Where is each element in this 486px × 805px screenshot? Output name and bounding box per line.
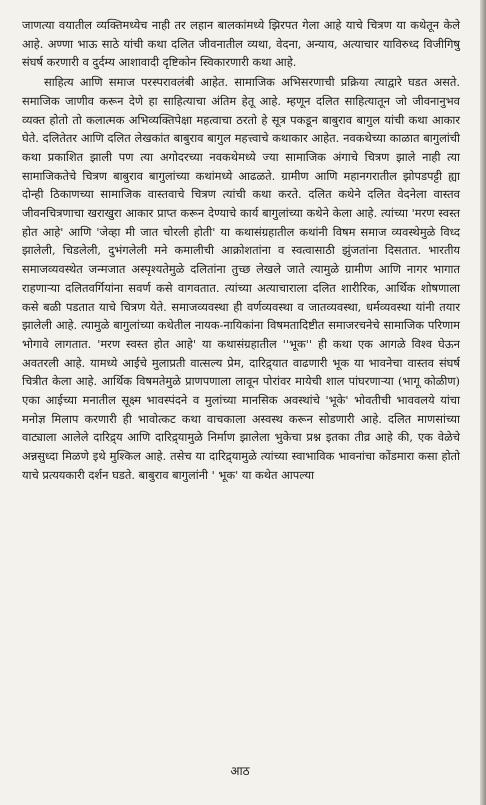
page-binding-edge (480, 0, 486, 805)
paragraph-literature-and-society: साहित्य आणि समाज परस्परावलंबी आहेत. सामाजिक अभिसरणाची प्रक्रिया त्याद्वारे घडत असते. समाजिक जाणीव करून देणे हा साहित्याचा अंतिम हेतू आहे. म्हणून दलित साहित्यातून जो जीवनानुभव व्यक्त होतो तो कलात्मक अभिव्यक्तिपेक्षा महत्वाचा ठरतो हे सूत्र पकडून बाबुराव बागुल यांची कथा आकार घेते. दलितेतर आणि दलित लेखकांत बाबुराव बागुल महत्त्वाचे कथाकार आहेत. नवकथेच्या काळात बागुलांची कथा प्रकाशित झाली पण त्या अगोदरच्या नवकथेमध्ये ज्या सामाजिक अंगाचे चित्रण झाले नाही त्या सामाजिकतेचे चित्रण बाबुराव बागुलांच्या कथांमध्ये आढळते. ग्रामीण आणि महानगरातील झोपडपट्टी ह्या दोन्ही ठिकाणच्या सामाजिक वास्तवाचे चित्रण त्यांची कथा करते. दलित कथेने दलित वेदनेला वास्तव जीवनचित्रणाचा खराखुरा आकार प्राप्त करून देण्याचे कार्य बागुलांच्या कथेने केला आहे. त्यांच्या 'मरण स्वस्त होत आहे' आणि 'जेव्हा मी जात चोरली होती' या कथासंग्रहातील कथांनी विषम समाज व्यवस्थेमुळे विध्द झालेली, चिडलेली, दुभंगलेली मने कमालीची आक्रोशतांना व स्वत्वासाठी झुंजतांना दिसतात. भारतीय समाजव्यवस्थेत जन्मजात अस्पृश्यतेमुळे दलितांना तुच्छ लेखले जाते त्यामुळे ग्रामीण आणि नागर भागात राहणाऱ्या दलितवर्गियांना सवर्ण कसे वागवतात. त्यांच्या अत्याचाराला दलित शारीरिक, आर्थिक शोषणाला कसे बळी पडतात याचे चित्रण येते. समाजव्यवस्था ही वर्णव्यवस्था व जातव्यवस्था, धर्मव्यवस्था यांनी तयार झालेली आहे. त्यामुळे बागुलांच्या कथेतील नायक-नायिकांना विषमतादिष्टीत समाजरचनेचे सामाजिक परिणाम भोगावे लागतात. 'मरण स्वस्त होत आहे' या कथासंग्रहातील ''भूक'' ही कथा एक आगळे विश्व घेऊन अवतरली आहे. यामध्ये आईचे मुलाप्रती वात्सल्य प्रेम, दारिद्र्यात वाढणारी भूक या भावनेचा वास्तव संघर्ष चित्रीत केला आहे. आर्थिक विषमतेमुळे प्राणपणाला लावून पोरांवर मायेची शाल पांघरणाऱ्या (भागू कोळीण) एका आईच्या मनातील सूक्ष्म भावस्पंदने व मुलांच्या मानसिक अवस्थांचे 'भूके' भोवतीची भाववलये यांचा मनोज्ञ मिलाप करणारी ही भावोत्कट कथा वाचकाला अस्वस्थ करून सोडणारी आहे. दलित माणसांच्या वाट्याला आलेले दारिद्र्य आणि दारिद्र्यामुळे निर्माण झालेला भुकेचा प्रश्न इतका तीव्र आहे की, एक वेळेचे अन्नसुध्दा मिळणे इथे मुश्किल आहे. तसेच या दारिद्र्यामुळे त्यांच्या स्वाभाविक भावनांचा कोंडमारा कसा होतो याचे प्रत्ययकारी दर्शन घडते. बाबुराव बागुलांनी ' भूक' या कथेत आपल्या (22, 75, 460, 482)
page-number: आठ (230, 764, 250, 778)
body-text (22, 16, 460, 485)
paragraph-continuation: जाणत्या वयातील व्यक्तिमध्येच नाही तर लहान बालकांमध्ये झिरपत गेला आहे याचे चित्रण या कथेतून केले आहे. अण्णा भाऊ साठे यांची कथा दलित जीवनातील व्यथा, वेदना, अन्याय, अत्याचार याविरुध्द विजीगिषु संघर्ष करणारी व दुर्दम्य आशावादी दृष्टिकोन स्विकारणारी कथा आहे. (22, 18, 460, 70)
